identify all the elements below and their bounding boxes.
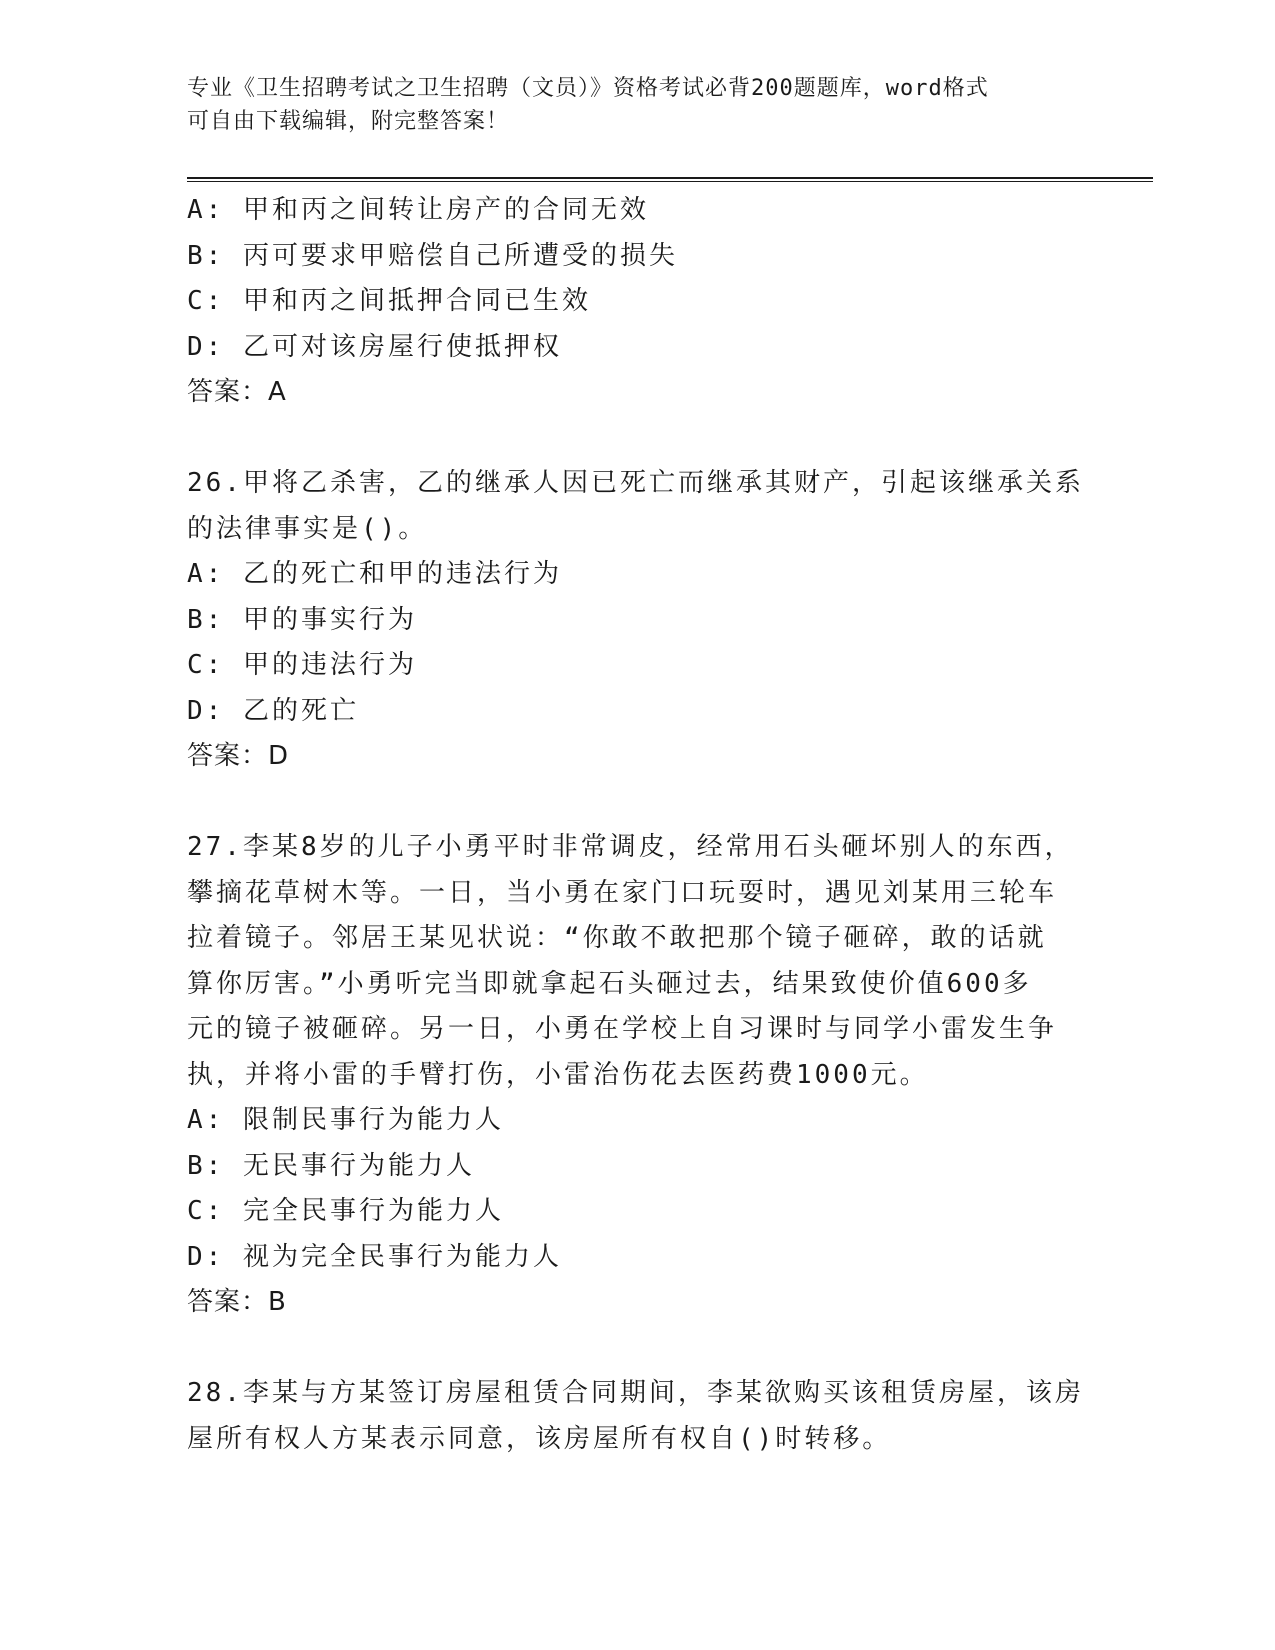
question-content [187,188,1087,1462]
option-d: D: 视为完全民事行为能力人 [187,1241,562,1272]
header-title-line-2: 可自由下载编辑，附完整答案！ [187,109,510,134]
question-stem-line: 攀摘花草树木等。一日，当小勇在家门口玩耍时，遇见刘某用三轮车 [187,877,1058,908]
option-b: B: 无民事行为能力人 [187,1150,475,1181]
question-25 [187,188,1087,416]
question-stem-line: 屋所有权人方某表示同意，该房屋所有权自()时转移。 [187,1423,892,1454]
option-a: A: 限制民事行为能力人 [187,1105,504,1135]
option-d: D: 乙可对该房屋行使抵押权 [187,331,562,362]
header-divider [187,177,1153,182]
question-stem-line: 26.甲将乙杀害，乙的继承人因已死亡而继承其财产，引起该继承关系 [187,468,1084,498]
question-26 [187,461,1087,780]
answer-line: 答案：D [187,741,290,771]
option-c: C: 完全民事行为能力人 [187,1196,504,1226]
option-c: C: 甲和丙之间抵押合同已生效 [187,286,591,316]
question-stem-line: 执，并将小雷的手臂打伤，小雷治伤花去医药费1000元。 [187,1059,929,1090]
document-header [187,72,1067,138]
question-28 [187,1371,1087,1462]
question-stem-line: 的法律事实是()。 [187,513,428,544]
answer-line: 答案：B [187,1287,287,1317]
question-stem-line: 28.李某与方某签订房屋租赁合同期间，李某欲购买该租赁房屋，该房 [187,1378,1084,1408]
spacer [187,1326,1087,1372]
question-stem-line: 算你厉害。”小勇听完当即就拿起石头砸过去，结果致使价值600多 [187,968,1032,999]
question-stem-line: 拉着镜子。邻居王某见状说：“你敢不敢把那个镜子砸碎，敢的话就 [187,923,1047,953]
question-stem-line: 27.李某8岁的儿子小勇平时非常调皮，经常用石头砸坏别人的东西， [187,832,1074,862]
option-d: D: 乙的死亡 [187,695,359,726]
header-title-line-1: 专业《卫生招聘考试之卫生招聘（文员）》资格考试必背200题题库，word格式 [187,76,989,101]
question-stem-line: 元的镜子被砸碎。另一日，小勇在学校上自习课时与同学小雷发生争 [187,1014,1058,1044]
answer-line: 答案：A [187,377,287,407]
option-a: A: 乙的死亡和甲的违法行为 [187,559,562,589]
question-27 [187,825,1087,1326]
spacer [187,780,1087,826]
spacer [187,416,1087,462]
option-a: A: 甲和丙之间转让房产的合同无效 [187,195,649,225]
option-b: B: 甲的事实行为 [187,604,417,635]
option-c: C: 甲的违法行为 [187,650,417,680]
option-b: B: 丙可要求甲赔偿自己所遭受的损失 [187,240,678,271]
